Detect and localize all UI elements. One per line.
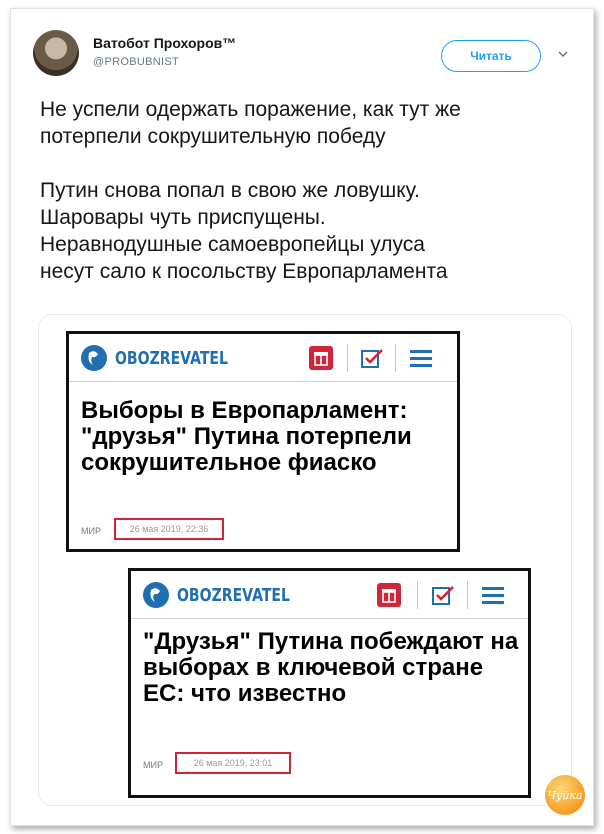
site-logo: OBOZREVATEL — [177, 585, 290, 606]
check-icon — [356, 342, 388, 374]
globe-icon — [143, 582, 169, 608]
avatar[interactable] — [33, 30, 79, 76]
header-divider — [417, 581, 418, 609]
check-icon — [427, 579, 459, 611]
author-name[interactable]: Ватобот Прохоров™ — [93, 35, 237, 51]
header-divider — [395, 344, 396, 372]
author-handle[interactable]: @PROBUBNIST — [93, 56, 179, 68]
gift-icon — [305, 342, 337, 374]
hamburger-menu-icon — [405, 342, 437, 374]
gift-icon — [373, 579, 405, 611]
article-headline: Выборы в Европарламент: "друзья" Путина потерпели сокрушительное фиаско — [81, 397, 412, 476]
site-logo: OBOZREVATEL — [115, 348, 228, 369]
article-section: МИР — [81, 526, 101, 536]
follow-button[interactable]: Читать — [441, 40, 541, 72]
site-header — [131, 571, 528, 619]
site-header — [69, 334, 457, 382]
article-date: 26 мая 2019, 23:01 — [175, 752, 291, 774]
hamburger-menu-icon — [477, 579, 509, 611]
chevron-down-icon[interactable] — [556, 47, 570, 61]
news-screenshot-2 — [128, 568, 531, 798]
globe-icon — [81, 345, 107, 371]
article-headline: "Друзья" Путина побеждают на выборах в ключевой стране ЕС: что известно — [143, 628, 519, 707]
tweet-text: Не успели одержать поражение, как тут же потерпели сокрушительную победу Путин снова попал в свою же ловушку. Шаровары чуть приспущены. Неравнодушные самоевропейцы улуса несут сало к посольству Европарламента — [40, 98, 461, 283]
article-section: МИР — [143, 760, 163, 770]
news-screenshot-1 — [66, 331, 460, 552]
watermark-logo: Чуйка — [545, 775, 585, 815]
article-date: 26 мая 2019, 22:36 — [114, 518, 224, 540]
header-divider — [467, 581, 468, 609]
header-divider — [347, 344, 348, 372]
